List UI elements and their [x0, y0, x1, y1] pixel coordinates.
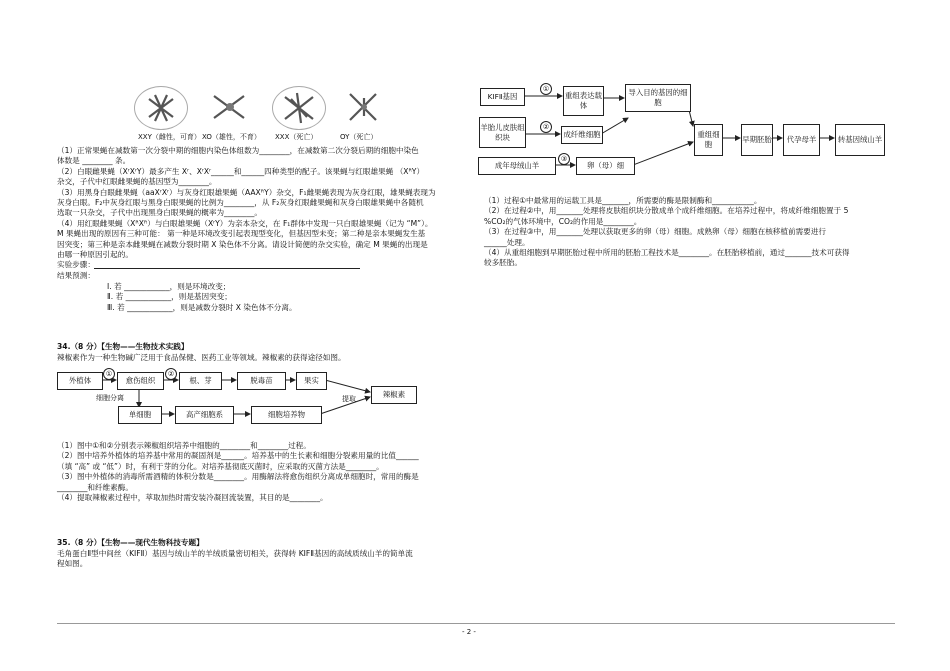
flow-explant: 外植体	[57, 372, 103, 390]
q33-steps-label: 实验步骤：	[57, 260, 95, 270]
q34-title: 34.（8 分）【生物——生物技术实践】	[57, 342, 189, 351]
q34-line: （3）图中外植体的消毒所需酒精的体积分数是________。用酶解法将愈伤组织分离成单细胞时，常用的酶是	[57, 472, 419, 482]
flow-early-embryo: 早期胚胎	[741, 124, 773, 156]
q35-line: （3）在过程③中，用_______处理以获取更多的卵（母）细胞。成熟卵（母）细胞在核移植前需要进行	[484, 227, 826, 237]
q33-line: （3）用黑身白眼雌果蝇（aaXʳXʳ）与灰身红眼雄果蝇（AAXᴿY）杂交，F₁雌果蝇表现为灰身红眼，雄果蝇表现为	[57, 187, 436, 197]
flow-callus: 愈伤组织	[117, 372, 164, 390]
q35-intro-line: 毛角蛋白Ⅱ型中间丝（KIFⅡ）基因与绒山羊的羊绒质量密切相关，获得转 KIFⅡ基因的高绒质绒山羊的简单流	[57, 549, 413, 558]
q33-line: 体数是 ________ 条。	[57, 156, 131, 166]
q33-line: （2）白眼雌果蝇（XʳXʳY）最多产生 Xʳ、XʳXʳ______和______四种类型的配子。该果蝇与红眼雄果蝇 （XᴿY）	[57, 166, 425, 176]
q35-title: 35.（8 分）【生物——现代生物科技专题】	[57, 538, 204, 547]
q33-line: 选取一只杂交，子代中出现黑身白眼果蝇的概率为________。	[57, 208, 263, 218]
q35-line: ______处理。	[484, 237, 530, 247]
flow-cell-culture: 细胞培养物	[251, 406, 322, 424]
q33-line: 由哪一种原因引起的。	[57, 250, 133, 260]
q33-line: M 果蝇出现的原因有三种可能： 第一种是环境改变引起表现型变化，但基因型未变；第二种是亲本果蝇发生基	[57, 229, 426, 239]
flow-fibroblast: 成纤维细胞	[561, 126, 603, 144]
flow-single-cell: 单细胞	[118, 406, 162, 424]
q33-line: （1）正常果蝇在减数第一次分裂中期的细胞内染色体组数为________，在减数第二次分裂后期的细胞中染色	[57, 146, 419, 155]
fly-caption: XXY（雌性，可育）	[138, 133, 201, 141]
step-1-marker: ①	[540, 83, 552, 95]
fly-caption: XXX（死亡）	[275, 133, 318, 141]
extraction-label: 提取	[342, 395, 356, 403]
flow-high-yield-cells: 高产细胞系	[175, 406, 234, 424]
footer-rule	[57, 623, 895, 624]
flow-recombinant-vector: 重组表达载体	[563, 86, 604, 116]
q33-line: 灰身白眼。F₂中灰身红眼与黑身白眼果蝇的比例为________，从 F₂灰身红眼雌果蝇和灰身白眼雄果蝇中各随机	[57, 198, 424, 208]
fly-caption: OY（死亡）	[340, 133, 378, 141]
cell-separation-label: 细胞分离	[96, 394, 124, 402]
q35-text	[484, 196, 850, 269]
step-3-marker: ③	[558, 153, 570, 165]
flow-root-bud: 根、芽	[179, 372, 222, 390]
q34-line: （4）提取辣椒素过程中，萃取加热时需安装冷凝回流装置，其目的是________。	[57, 493, 328, 503]
fly-caption: XO（雄性，不育）	[202, 133, 261, 141]
flow-oocyte: 卵（母）细	[576, 157, 635, 175]
q35-line: （4）从重组细胞到早期胚胎过程中所用的胚胎工程技术是________。在胚胎移植前，通过_______技术可获得	[484, 248, 850, 258]
q33-result: Ⅱ. 若 ____________，则是基因突变；	[107, 292, 232, 302]
step-1-marker: ①	[103, 368, 115, 380]
flow-recombinant-cell: 重组细胞	[694, 124, 723, 156]
step-2-marker: ②	[540, 121, 552, 133]
q34-line: （填 “高” 或 “低”）时，有利于芽的分化。对培养基彻底灭菌时，应采取的灭菌方法是________。	[57, 461, 384, 471]
q35-intro-line: 程如图。	[57, 559, 88, 569]
flow-kif-gene: KIFⅡ基因	[480, 88, 525, 106]
q34-intro: 辣椒素作为一种生物碱广泛用于食品保健、医药工业等领域。辣椒素的获得途径如图。	[57, 353, 346, 362]
q35-line: （1）过程①中最常用的运载工具是_______，所需要的酶是限制酶和___________。	[484, 196, 762, 205]
q33-line: （4）用红眼雌果蝇（XᴿXᴿ）与白眼雄果蝇（XʳY）为亲本杂交，在 F₁群体中发现一只白眼雄果蝇（记为 “M”）。	[57, 218, 433, 228]
q34-line: （2）图中培养外植体的培养基中常用的凝固剂是______。培养基中的生长素和细胞分裂素用量的比值______	[57, 451, 419, 461]
flow-seedling: 脱毒苗	[237, 372, 286, 390]
q35-line: 较多胚胎。	[484, 258, 522, 268]
page-number: - 2 -	[462, 628, 476, 636]
q33-result: Ⅰ. 若 ____________，则是环境改变；	[107, 282, 231, 291]
q33-line: 杂交，子代中红眼雌果蝇的基因型为________。	[57, 177, 217, 187]
flow-fetal-skin: 羊胎儿皮肤组织块	[479, 117, 526, 148]
q34-line: ________和纤维素酶。	[57, 482, 133, 492]
step-2-marker: ②	[165, 368, 177, 380]
flow-surrogate-ewe: 代孕母羊	[783, 124, 820, 156]
flow-transgenic-goat: 转基因绒山羊	[835, 124, 885, 156]
flow-target-cell: 导入目的基因的细胞	[625, 84, 691, 112]
flow-fruit: 果实	[296, 372, 327, 390]
flow-capsaicin: 辣椒素	[371, 386, 417, 404]
q35-line: %CO₂的气体环境中，CO₂的作用是________。	[484, 216, 642, 226]
q35-line: （2）在过程②中，用_______处理将皮肤组织块分散成单个成纤维细胞。在培养过程中，将成纤维细胞置于 5	[484, 206, 849, 216]
flow-adult-ewe: 成年母绒山羊	[478, 157, 556, 175]
q33-line: 因突变；第三种是亲本雌果蝇在减数分裂时期 X 染色体不分离。请设计简便的杂交实验，确定 M 果蝇的出现是	[57, 239, 428, 249]
q33-results-label: 结果预测：	[57, 270, 95, 280]
q33-result: Ⅲ. 若 ____________，则是减数分裂时 X 染色体不分离。	[107, 302, 297, 312]
q34-line: （1）图中①和②分别表示辣椒组织培养中细胞的________和________过程。	[57, 441, 311, 450]
